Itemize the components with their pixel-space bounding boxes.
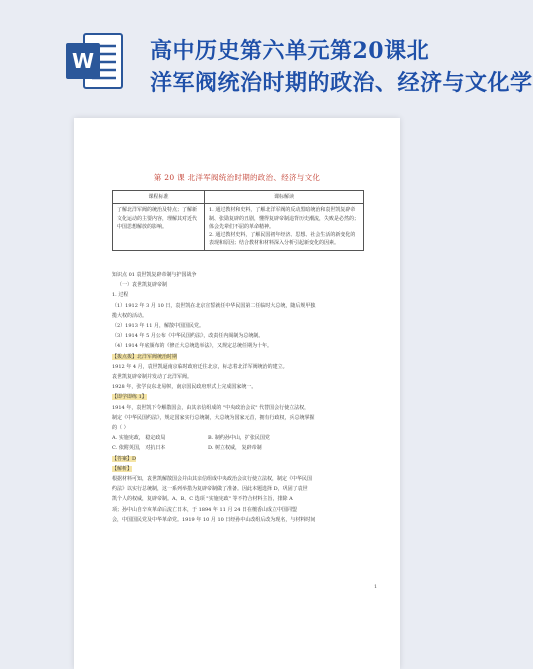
body-line: （一）袁世凯复辟帝制	[117, 282, 168, 289]
body-line: 知识点 01 袁世凯复辟帝制与护国战争	[112, 272, 197, 278]
analysis-line: 凯个人的权威，复辟帝制。A、B、C 选项 "实施宪政" 等不符合材料主旨，排除 A	[112, 496, 293, 503]
option-c: C. 依附英国， 对抗日本	[112, 445, 166, 452]
body-line: （2）1913 年 11 月，解散中国国民党。	[112, 323, 205, 330]
page-number: 1	[374, 584, 378, 590]
body-line	[112, 352, 366, 362]
table-header-interpretation: 课标解读	[205, 191, 364, 204]
option-b: B. 制约孙中山，扩张民国党	[208, 435, 270, 442]
body-line: 1. 过程	[112, 292, 129, 299]
banner	[0, 0, 533, 110]
body-line: 1928 年，张学良东北易帜，南京国民政府形式上完成国家统一。	[112, 384, 257, 391]
body-line: （3）1914 年 5 月公布《中华民国约法》，改责任内阁制为总统制。	[112, 333, 264, 340]
body-line	[112, 464, 366, 474]
practice-label: 【即学即练 1】	[112, 394, 147, 401]
body-line: 揽大权的活动。	[112, 312, 148, 319]
highlight-label: 【拨点拨】北洋军阀统治时期	[112, 353, 178, 360]
table-cell-interpretation	[205, 204, 364, 250]
analysis-line: 根据材料可知，袁世凯解散国会并由其亲信组成中央政治会议行使立法权，制定《中华民国	[112, 476, 313, 483]
table-header-standard: 课程标准	[113, 191, 205, 204]
body-line: （1）1912 年 3 月 10 日，袁世凯在北京宣誓就任中华民国第二任临时大总统，随后规甲独	[112, 302, 316, 309]
option-d: D. 树立权威， 复辟帝制	[208, 445, 262, 452]
options-row	[112, 433, 366, 443]
document-page	[74, 118, 400, 669]
body-line: 1914 年，袁世凯下令解散国会，由其亲信组成的 "中央政治会议" 代替国会行使立法权，	[112, 404, 310, 411]
table-cell-standard: 了解北洋军阀的统治及特点；了解新文化运动的主要内容，理解其对近代中国思想解放的影响。	[113, 204, 205, 250]
curriculum-table	[112, 190, 364, 251]
body-line: （4）1914 年底颁布的《修正大总统选举法》，又规定总统任期为十年。	[112, 343, 272, 350]
document-title-line-1: 高中历史第六单元第20课北	[150, 38, 430, 64]
options-row	[112, 443, 366, 453]
body-line: 1912 年 4 月，袁世凯逼南京临时政府迁往北京，标志着北洋军阀统治的建立。	[112, 363, 288, 370]
interpretation-item-1: 1. 通过教材和史料，了解北洋军阀的反动黑暗统治和袁世凯复辟帝制、张勋复辟的丑剧，懂得复辟帝制违背历史潮流，失败是必然的；体会先辈们不屈的革命精神。	[209, 207, 360, 230]
body-line	[112, 392, 366, 402]
body-line: 制定《中华民国约法》，规定国家实行总统制，大总统为国家元首，拥有行政权，兵总统掌握	[112, 414, 315, 421]
analysis-label: 【解析】	[112, 465, 133, 472]
interpretation-item-2: 2. 通过教材史料，了解民国初年经济、思想、社会生活的新变化的表现和原因；结合教材和材料深入分析引起新变化的因素。	[209, 232, 356, 247]
analysis-line: 约法》以实行总统制，这一系列举措为复辟帝制做了准备。因此本题选择 D，巩固了袁世	[112, 486, 308, 493]
document-body	[112, 270, 366, 525]
answer-label: 【答案】D	[112, 455, 137, 462]
analysis-line: 会，中国国民党及中华革命党。1919 年 10 月 10 日经孙中山改组后改为现名，与材料时间	[112, 516, 316, 523]
body-line	[112, 454, 366, 464]
body-line: 袁世凯复辟帝制并发动了北洋军阀。	[112, 374, 193, 381]
option-a: A. 实施宪政， 稳定政局	[112, 435, 166, 442]
body-line: 的（ ）	[112, 425, 129, 432]
word-icon-letter: W	[71, 49, 95, 73]
analysis-line: 项；孙中山自辛亥革命后流亡日本，于 1894 年 11 月 24 日在檀香山成立中国同盟	[112, 506, 297, 513]
document-title-line-2: 洋军阀统治时期的政治、经济与文化学	[150, 70, 533, 96]
word-icon	[66, 30, 124, 92]
lesson-title: 第 20 课 北洋军阀统治时期的政治、经济与文化	[153, 173, 321, 182]
